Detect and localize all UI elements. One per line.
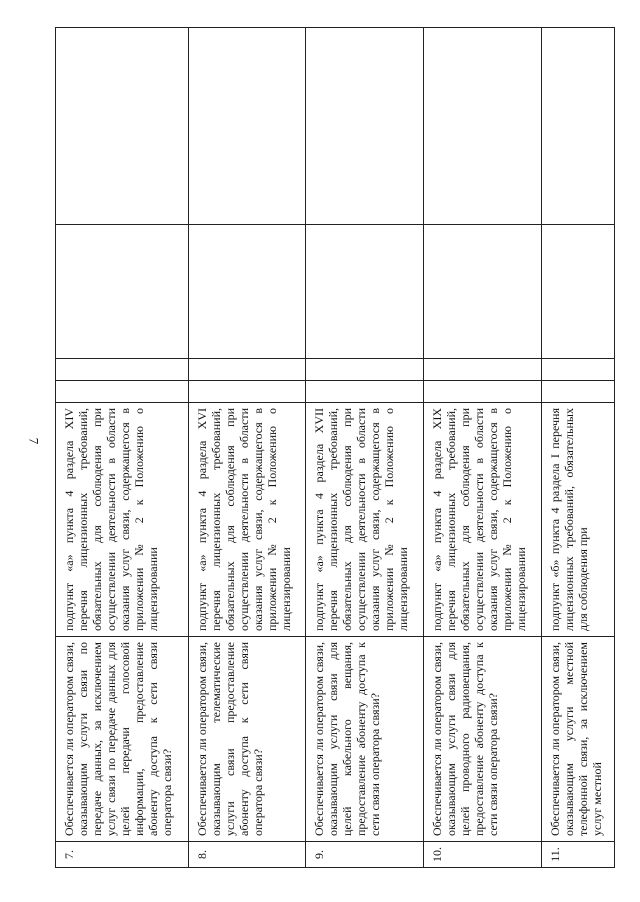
answer-na-cell [424, 225, 542, 359]
reference-cell: подпункт «а» пункта 4 раздела XIX перечня лицензионных требований, обязательных для соблюдения при осуществлении деятельности в области оказания услуг связи, содержащегося в приложении № 2 к Положению о лицензировании [424, 403, 542, 637]
checklist-table [55, 27, 615, 868]
question-cell: Обеспечивается ли оператором связи, оказывающим услуги связи для целей проводного радиовещания, предоставление абоненту доступа к сети связи оператора связи? [424, 637, 542, 842]
table-row [188, 28, 306, 868]
note-cell [188, 28, 306, 225]
row-number: 10. [424, 842, 542, 868]
answer-yes-cell [306, 381, 424, 403]
reference-cell: подпункт «а» пункта 4 раздела XVII перечня лицензионных требований, обязательных для соблюдения при осуществлении деятельности в области оказания услуг связи, содержащегося в приложении № 2 к Положению о лицензировании [306, 403, 424, 637]
question-cell: Обеспечивается ли оператором связи, оказывающим услуги местной телефонной связи, за исключением услуг местной [541, 637, 614, 842]
table-row [306, 28, 424, 868]
reference-cell: подпункт «а» пункта 4 раздела XIV перечня лицензионных требований, обязательных для соблюдения при осуществлении деятельности в области оказания услуг связи, содержащегося в приложении № 2 к Положению о лицензировании [56, 403, 189, 637]
table-row [424, 28, 542, 868]
note-cell [541, 28, 614, 225]
answer-na-cell [306, 225, 424, 359]
reference-cell: подпункт «а» пункта 4 раздела XVI перечня лицензионных требований, обязательных для соблюдения при осуществлении деятельности в области оказания услуг связи, содержащегося в приложении № 2 к Положению о лицензировании [188, 403, 306, 637]
answer-na-cell [541, 225, 614, 359]
question-cell: Обеспечивается ли оператором связи, оказывающим услуги связи по передаче данных, за исключением услуг связи по передаче данных для целей передачи голосовой информации, предоставление абоненту доступа к сети связи оператора связи? [56, 637, 189, 842]
row-number: 8. [188, 842, 306, 868]
answer-no-cell [424, 359, 542, 381]
answer-yes-cell [56, 381, 189, 403]
table-row [56, 28, 189, 868]
answer-no-cell [188, 359, 306, 381]
table-row [541, 28, 614, 868]
reference-cell: подпункт «б» пункта 4 раздела I перечня лицензионных требований, обязательных для соблюдения при [541, 403, 614, 637]
note-cell [56, 28, 189, 225]
answer-yes-cell [188, 381, 306, 403]
note-cell [306, 28, 424, 225]
rotated-page-content [55, 28, 615, 868]
answer-no-cell [56, 359, 189, 381]
answer-no-cell [306, 359, 424, 381]
answer-na-cell [188, 225, 306, 359]
question-cell: Обеспечивается ли оператором связи, оказывающим услуги связи для целей кабельного вещания, предоставление абоненту доступа к сети связи оператора связи? [306, 637, 424, 842]
answer-yes-cell [424, 381, 542, 403]
page-number: 7 [26, 437, 42, 445]
row-number: 9. [306, 842, 424, 868]
row-number: 7. [56, 842, 189, 868]
answer-yes-cell [541, 381, 614, 403]
answer-no-cell [541, 359, 614, 381]
row-number: 11. [541, 842, 614, 868]
note-cell [424, 28, 542, 225]
question-cell: Обеспечивается ли оператором связи, оказывающим телематические услуги связи предоставление абоненту доступа к сети связи оператора связи? [188, 637, 306, 842]
answer-na-cell [56, 225, 189, 359]
